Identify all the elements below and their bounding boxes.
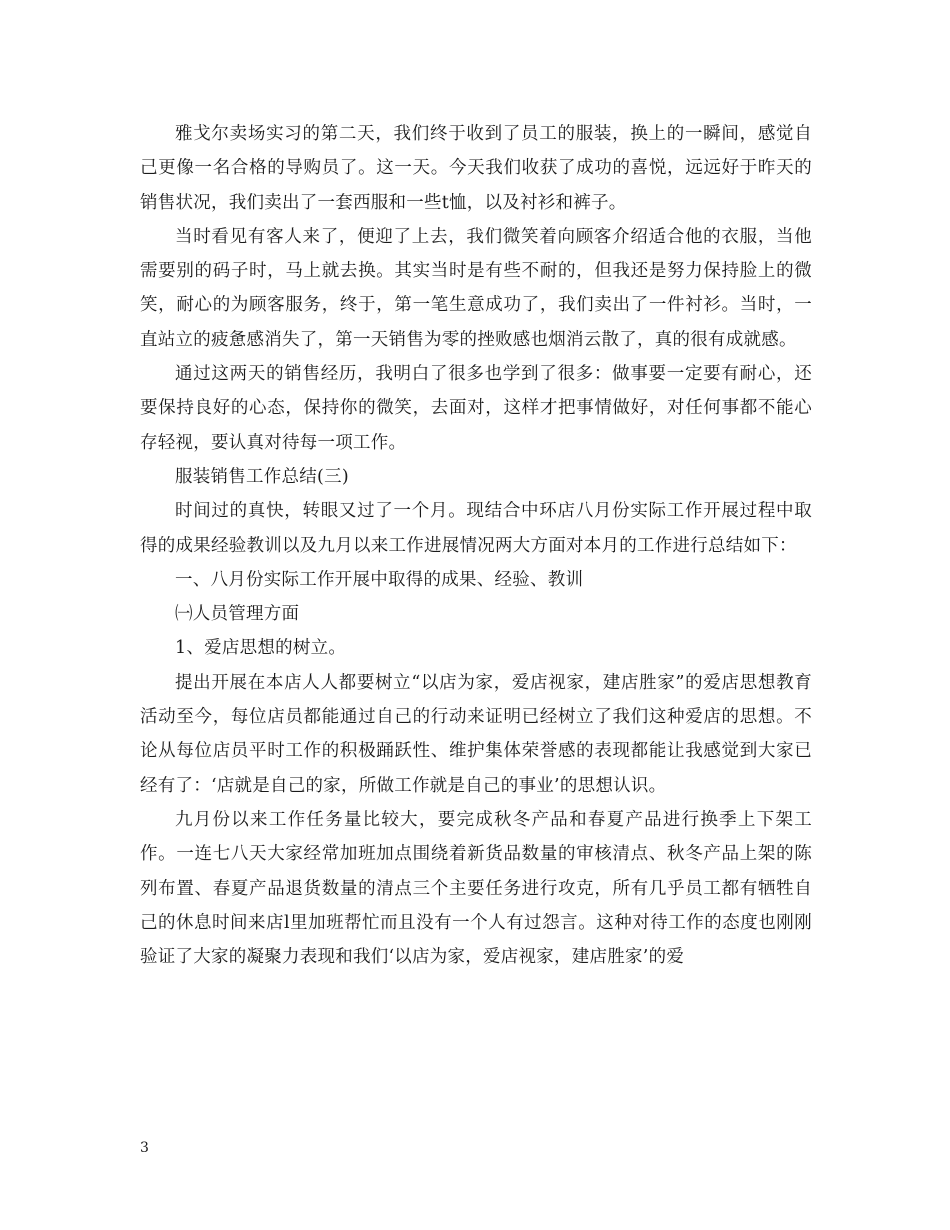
section-heading-summary-three: 服装销售工作总结(三) xyxy=(175,466,349,487)
document-body xyxy=(140,117,812,974)
paragraph-september-workload: 九月份以来工作任务量比较大，要完成秋冬产品和春夏产品进行换季上下架工作。一连七八天大家经常加班加点围绕着新货品数量的审核清点、秋冬产品上架的陈列布置、春夏产品退货数量的清点三个主要任务进行攻克，所有几乎员工都有牺牲自己的休息时间来店l里加班帮忙而且没有一个人有过怨言。这种对待工作的态度也刚刚验证了大家的凝聚力表现和我们‘以店为家，爱店视家，建店胜家’的爱 xyxy=(140,809,812,968)
paragraph-month-overview: 时间过的真快，转眼又过了一个月。现结合中环店八月份实际工作开展过程中取得的成果经验教训以及九月以来工作进展情况两大方面对本月的工作进行总结如下： xyxy=(140,501,812,556)
paragraph-internship-day-two: 雅戈尔卖场实习的第二天，我们终于收到了员工的服装，换上的一瞬间，感觉自己更像一名合格的导购员了。这一天。今天我们收获了成功的喜悦，远远好于昨天的销售状况，我们卖出了一套西服和一些t恤，以及衬衫和裤子。 xyxy=(140,124,812,213)
paragraph-first-sale: 当时看见有客人来了，便迎了上去，我们微笑着向顾客介绍适合他的衣服，当他需要别的码子时，马上就去换。其实当时是有些不耐的，但我还是努力保持脸上的微笑，耐心的为顾客服务，终于，第一笔生意成功了，我们卖出了一件衬衫。当时，一直站立的疲惫感消失了，第一天销售为零的挫败感也烟消云散了，真的很有成就感。 xyxy=(140,226,812,350)
paragraph-lessons-learned: 通过这两天的销售经历，我明白了很多也学到了很多：做事要一定要有耐心，还要保持良好的心态，保持你的微笑，去面对，这样才把事情做好，对任何事都不能心存轻视，要认真对待每一项工作。 xyxy=(140,364,812,453)
paragraph-store-loyalty-education: 提出开展在本店人人都要树立“以店为家，爱店视家，建店胜家”的爱店思想教育活动至今，每位店员都能通过自己的行动来证明已经树立了我们这种爱店的思想。不论从每位店员平时工作的积极踊跃性、维护集体荣誉感的表现都能让我感觉到大家已经有了：‘店就是自己的家，所做工作就是自己的事业’的思想认识。 xyxy=(140,672,812,796)
section-heading-august-results: 一、八月份实际工作开展中取得的成果、经验、教训 xyxy=(175,569,584,590)
subheading-store-loyalty: 1、爱店思想的树立。 xyxy=(175,638,347,659)
page-number: 3 xyxy=(140,1140,149,1156)
subheading-personnel-management: ㈠人员管理方面 xyxy=(175,604,300,625)
